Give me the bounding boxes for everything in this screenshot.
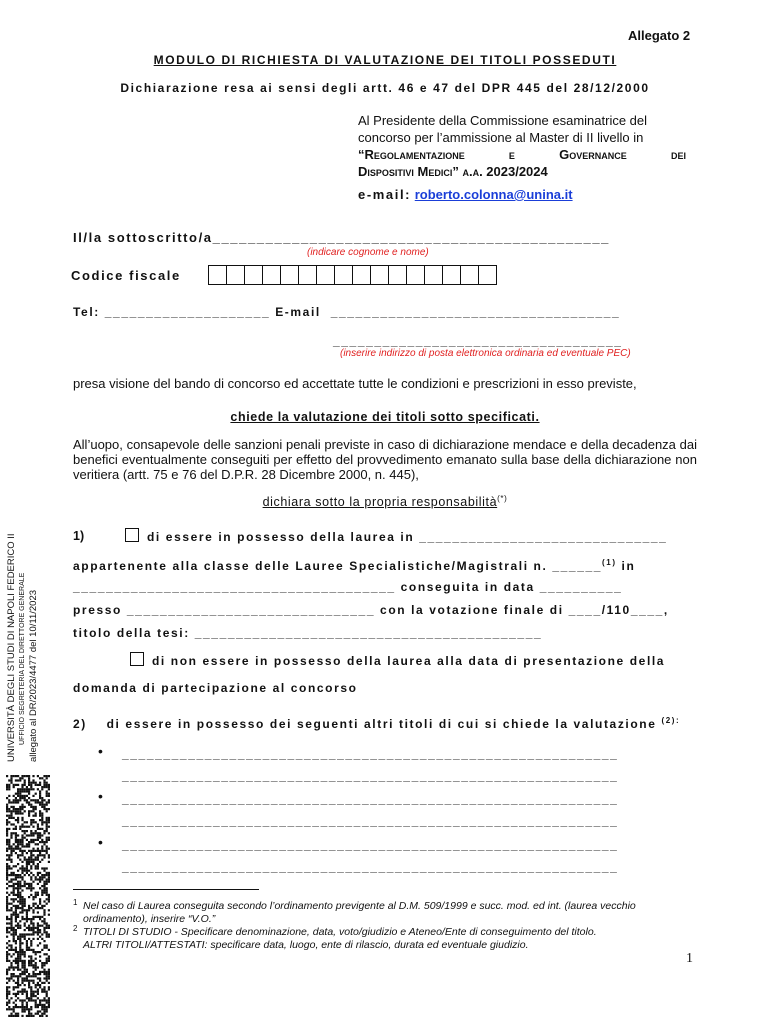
item1-option1-text: di essere in possesso della laurea in — [147, 530, 415, 544]
classe-field[interactable]: ______ — [552, 559, 603, 573]
ateneo-field[interactable]: _______________________________________ — [73, 580, 396, 594]
cf-cell[interactable] — [460, 265, 478, 285]
cf-cell[interactable] — [424, 265, 442, 285]
allegato-label: Allegato 2 — [628, 28, 691, 43]
footnote-1-text: Nel caso di Laurea conseguita secondo l’ordinamento previgente al D.M. 509/1999 e succ. mod. ed int. (laurea vecchio ordinamento), inserire “V.O.” — [83, 900, 636, 925]
classe-sup: (1) — [602, 558, 617, 567]
chiede-text: chiede la valutazione dei titoli sotto specificati. — [230, 410, 540, 424]
dichiara-text: dichiara sotto la propria responsabilità — [262, 495, 498, 509]
cf-cell[interactable] — [406, 265, 424, 285]
cf-cell[interactable] — [262, 265, 280, 285]
item1-option2-text: di non essere in possesso della laurea alla data di presentazione della — [152, 654, 666, 668]
bullet-1: • — [98, 743, 103, 759]
stamp-line-3: allegato al DR/2023/4477 del 10/11/2023 — [28, 589, 39, 762]
dichiara-sup: (*) — [497, 494, 508, 503]
cf-cell[interactable] — [244, 265, 262, 285]
presso-field[interactable]: ______________________________ — [126, 603, 376, 617]
item2-row — [73, 716, 680, 731]
email-hint: (inserire indirizzo di posta elettronica ordinaria ed eventuale PEC) — [340, 348, 631, 359]
titolo-3-line-1[interactable]: ____________________________________________________________ — [122, 838, 619, 852]
dichiara-row — [0, 494, 770, 509]
titolo-1-line-1[interactable]: ____________________________________________________________ — [122, 747, 619, 761]
master-name-line-2: Dispositivi Medici” a.a. 2023/2024 — [358, 164, 548, 179]
bullet-3: • — [98, 834, 103, 850]
conseguita-row — [73, 580, 622, 594]
cf-cell[interactable] — [352, 265, 370, 285]
classe-text: appartenente alla classe delle Lauree Specialistiche/Magistrali n. — [73, 559, 548, 573]
voto-110: /110 — [601, 603, 631, 617]
presa-visione-text: presa visione del bando di concorso ed accettate tutte le condizioni e prescrizioni in esso previste, — [73, 376, 637, 391]
footnote-divider — [73, 889, 259, 890]
no-laurea-checkbox[interactable] — [130, 652, 144, 666]
cf-cell[interactable] — [226, 265, 244, 285]
cf-cell[interactable] — [316, 265, 334, 285]
titolo-2-line-2[interactable]: ____________________________________________________________ — [122, 814, 619, 828]
item1-option1-row — [125, 528, 667, 544]
cf-cell[interactable] — [388, 265, 406, 285]
stamp-line-2: UFFICIO SEGRETERIA DEL DIRETTORE GENERALE — [19, 572, 26, 745]
classe-row — [73, 558, 635, 573]
barcode-icon — [6, 775, 50, 1017]
cf-cell[interactable] — [370, 265, 388, 285]
titolo-3-line-2[interactable]: ____________________________________________________________ — [122, 860, 619, 874]
footnote-2-text-a: TITOLI DI STUDIO - Specificare denominazione, data, voto/giudizio e Ateneo/Ente di conseguimento del titolo. — [83, 926, 597, 938]
addressee-line-1: Al Presidente della Commissione esaminatrice del — [358, 113, 648, 128]
titolo-1-line-2[interactable]: ____________________________________________________________ — [122, 769, 619, 783]
form-title: MODULO DI RICHIESTA DI VALUTAZIONE DEI TITOLI POSSEDUTI — [153, 53, 617, 67]
item2-text: di essere in possesso dei seguenti altri titoli di cui si chiede la valutazione — [106, 717, 657, 731]
addressee-email-row — [358, 186, 686, 203]
data-field[interactable]: __________ — [539, 580, 623, 594]
conseguita-text: conseguita in data — [400, 580, 535, 594]
addressee-email-link[interactable]: roberto.colonna@unina.it — [414, 187, 573, 202]
codice-fiscale-label: Codice fiscale — [71, 268, 181, 283]
footnote-2-text-b: ALTRI TITOLI/ATTESTATI: specificare data, luogo, ente di rilascio, durata ed eventuale giudizio. — [83, 939, 529, 951]
cf-cell[interactable] — [298, 265, 316, 285]
alluopo-text: All’uopo, consapevole delle sanzioni penali previste in caso di dichiarazione mendace e della decadenza dai benefici eventualmente conseguiti per effetto del provvedimento emanato sulla base della dichiarazione non veritiera (artt. 75 e 76 del D.P.R. 28 Dicembre 2000, n. 445), — [73, 437, 697, 482]
sottoscritto-field[interactable]: _____________________________________________ — [212, 230, 610, 245]
laurea-field[interactable]: ______________________________ — [419, 530, 668, 544]
sottoscritto-hint: (indicare cognome e nome) — [307, 247, 429, 258]
item1-number: 1) — [73, 529, 85, 543]
item2-sup: (2): — [661, 716, 681, 725]
voto-field-2[interactable]: ____, — [630, 603, 669, 617]
cf-cell[interactable] — [478, 265, 497, 285]
stamp-line-1: UNIVERSITÀ DEGLI STUDI DI NAPOLI FEDERICO II — [6, 533, 17, 762]
tesi-text: titolo della tesi: — [73, 626, 190, 640]
cf-cell[interactable] — [334, 265, 352, 285]
presso-text: presso — [73, 603, 122, 617]
bullet-2: • — [98, 788, 103, 804]
cf-cell[interactable] — [280, 265, 298, 285]
email-field[interactable]: ___________________________________ — [330, 305, 621, 319]
footnote-1-number: 1 — [73, 898, 78, 907]
tel-email-row — [73, 305, 620, 319]
item2-number: 2) — [73, 717, 87, 731]
tel-field[interactable]: ____________________ — [104, 305, 271, 319]
codice-fiscale-grid[interactable] — [208, 265, 497, 285]
page-number: 1 — [686, 951, 693, 966]
footnote-2-number: 2 — [73, 924, 78, 933]
addressee-email-label: e-mail: — [358, 187, 412, 202]
item1-option2-row — [130, 652, 665, 668]
item1-option2-cont: domanda di partecipazione al concorso — [73, 681, 358, 695]
addressee-block — [358, 112, 686, 203]
voto-field[interactable]: ____ — [568, 603, 602, 617]
cf-cell[interactable] — [442, 265, 460, 285]
presso-row — [73, 603, 669, 617]
titolo-2-line-1[interactable]: ____________________________________________________________ — [122, 792, 619, 806]
classe-in: in — [621, 559, 636, 573]
tesi-field[interactable]: __________________________________________ — [194, 626, 543, 640]
votazione-text: con la votazione finale di — [380, 603, 564, 617]
laurea-checkbox[interactable] — [125, 528, 139, 542]
addressee-line-2: concorso per l’ammissione al Master di II livello in — [358, 130, 644, 145]
master-name-line-1: “Regolamentazione e Governance dei — [358, 147, 686, 162]
cf-cell[interactable] — [208, 265, 226, 285]
email-label: E-mail — [275, 305, 321, 319]
tesi-row — [73, 626, 542, 640]
form-subtitle: Dichiarazione resa ai sensi degli artt. 46 e 47 del DPR 445 del 28/12/2000 — [120, 81, 650, 95]
tel-label: Tel: — [73, 305, 100, 319]
sottoscritto-row — [73, 230, 610, 245]
sottoscritto-label: Il/la sottoscritto/a — [73, 230, 213, 245]
email-field-2[interactable]: ___________________________________ — [333, 334, 623, 348]
